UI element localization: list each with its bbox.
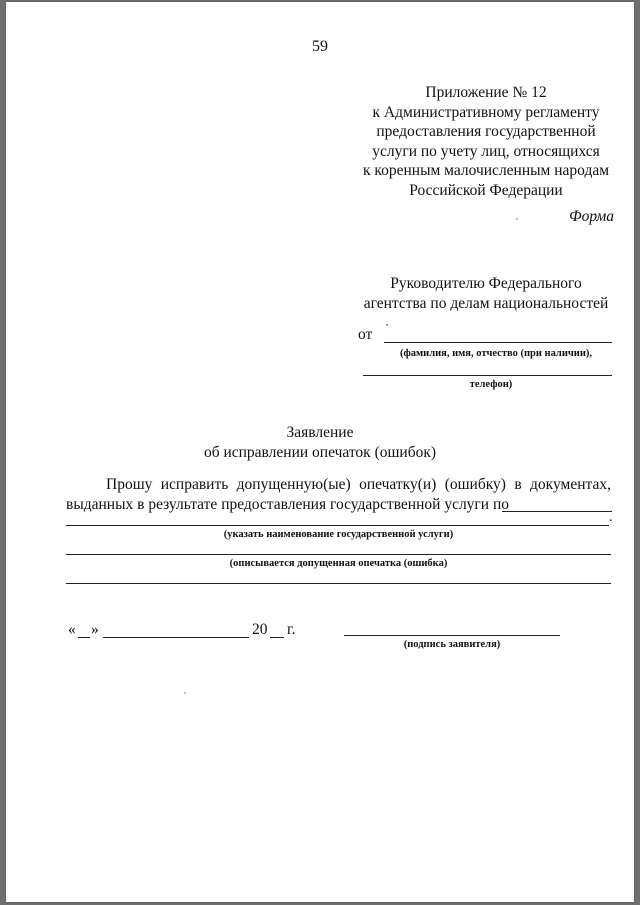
request-word: документах, <box>530 476 611 493</box>
request-paragraph <box>66 475 611 514</box>
appendix-line: услуги по учету лиц, относящихся <box>372 142 600 160</box>
scan-speck <box>516 218 518 220</box>
sender-phone-caption: телефон) <box>469 379 513 390</box>
appendix-line: Приложение № 12 <box>425 84 547 101</box>
from-label: от <box>358 326 373 343</box>
service-name-field-line[interactable] <box>502 511 612 512</box>
document-subtitle: об исправлении опечаток (ошибок) <box>203 444 437 461</box>
form-label: Форма <box>569 208 614 225</box>
appendix-line: к коренным малочисленным народам <box>362 162 610 179</box>
request-line-2: выданных в результате предоставления государственной услуги по <box>66 495 510 513</box>
request-word: допущенную(ые) <box>236 476 351 493</box>
sender-name-field-line[interactable] <box>384 342 612 343</box>
addressee-block <box>336 274 636 313</box>
date-year-field-line[interactable] <box>270 637 284 638</box>
appendix-block <box>336 83 636 200</box>
line-end-period: . <box>609 510 613 525</box>
addressee-line: Руководителю Федерального <box>390 275 582 292</box>
appendix-line: к Административному регламенту <box>372 103 600 121</box>
service-name-field-line-2[interactable] <box>66 525 609 526</box>
request-word: опечатку(и) <box>359 476 437 493</box>
addressee-line: агентства по делам национальностей <box>363 294 609 312</box>
date-month-field-line[interactable] <box>103 637 249 638</box>
request-line-1 <box>66 475 611 495</box>
error-description-field-line-2[interactable] <box>66 583 611 584</box>
request-word: в <box>514 476 522 493</box>
date-year-suffix: г. <box>287 621 296 638</box>
scan-speck <box>184 692 186 694</box>
date-day-field-line[interactable] <box>78 637 90 638</box>
date-close-quote: » <box>91 621 99 638</box>
document-title: Заявление <box>286 424 354 441</box>
signature-field-line[interactable] <box>344 635 560 636</box>
sender-phone-field-line[interactable] <box>363 375 612 376</box>
error-description-caption: (описывается допущенная опечатка (ошибка) <box>229 558 448 569</box>
error-description-field-line[interactable] <box>66 554 611 555</box>
sender-name-caption: (фамилия, имя, отчество (при наличии), <box>399 348 593 359</box>
scan-speck <box>386 324 388 326</box>
request-word: (ошибку) <box>444 476 506 493</box>
date-year-prefix: 20 <box>252 621 268 638</box>
page-number: 59 <box>312 38 328 55</box>
request-word: исправить <box>160 476 229 493</box>
request-word: Прошу <box>106 476 153 493</box>
appendix-line: Российской Федерации <box>409 181 563 199</box>
signature-caption: (подпись заявителя) <box>403 639 501 650</box>
service-name-caption: (указать наименование государственной услуги) <box>223 529 454 540</box>
document-page <box>6 2 634 902</box>
appendix-line: предоставления государственной <box>376 123 596 140</box>
date-open-quote: « <box>68 621 76 638</box>
